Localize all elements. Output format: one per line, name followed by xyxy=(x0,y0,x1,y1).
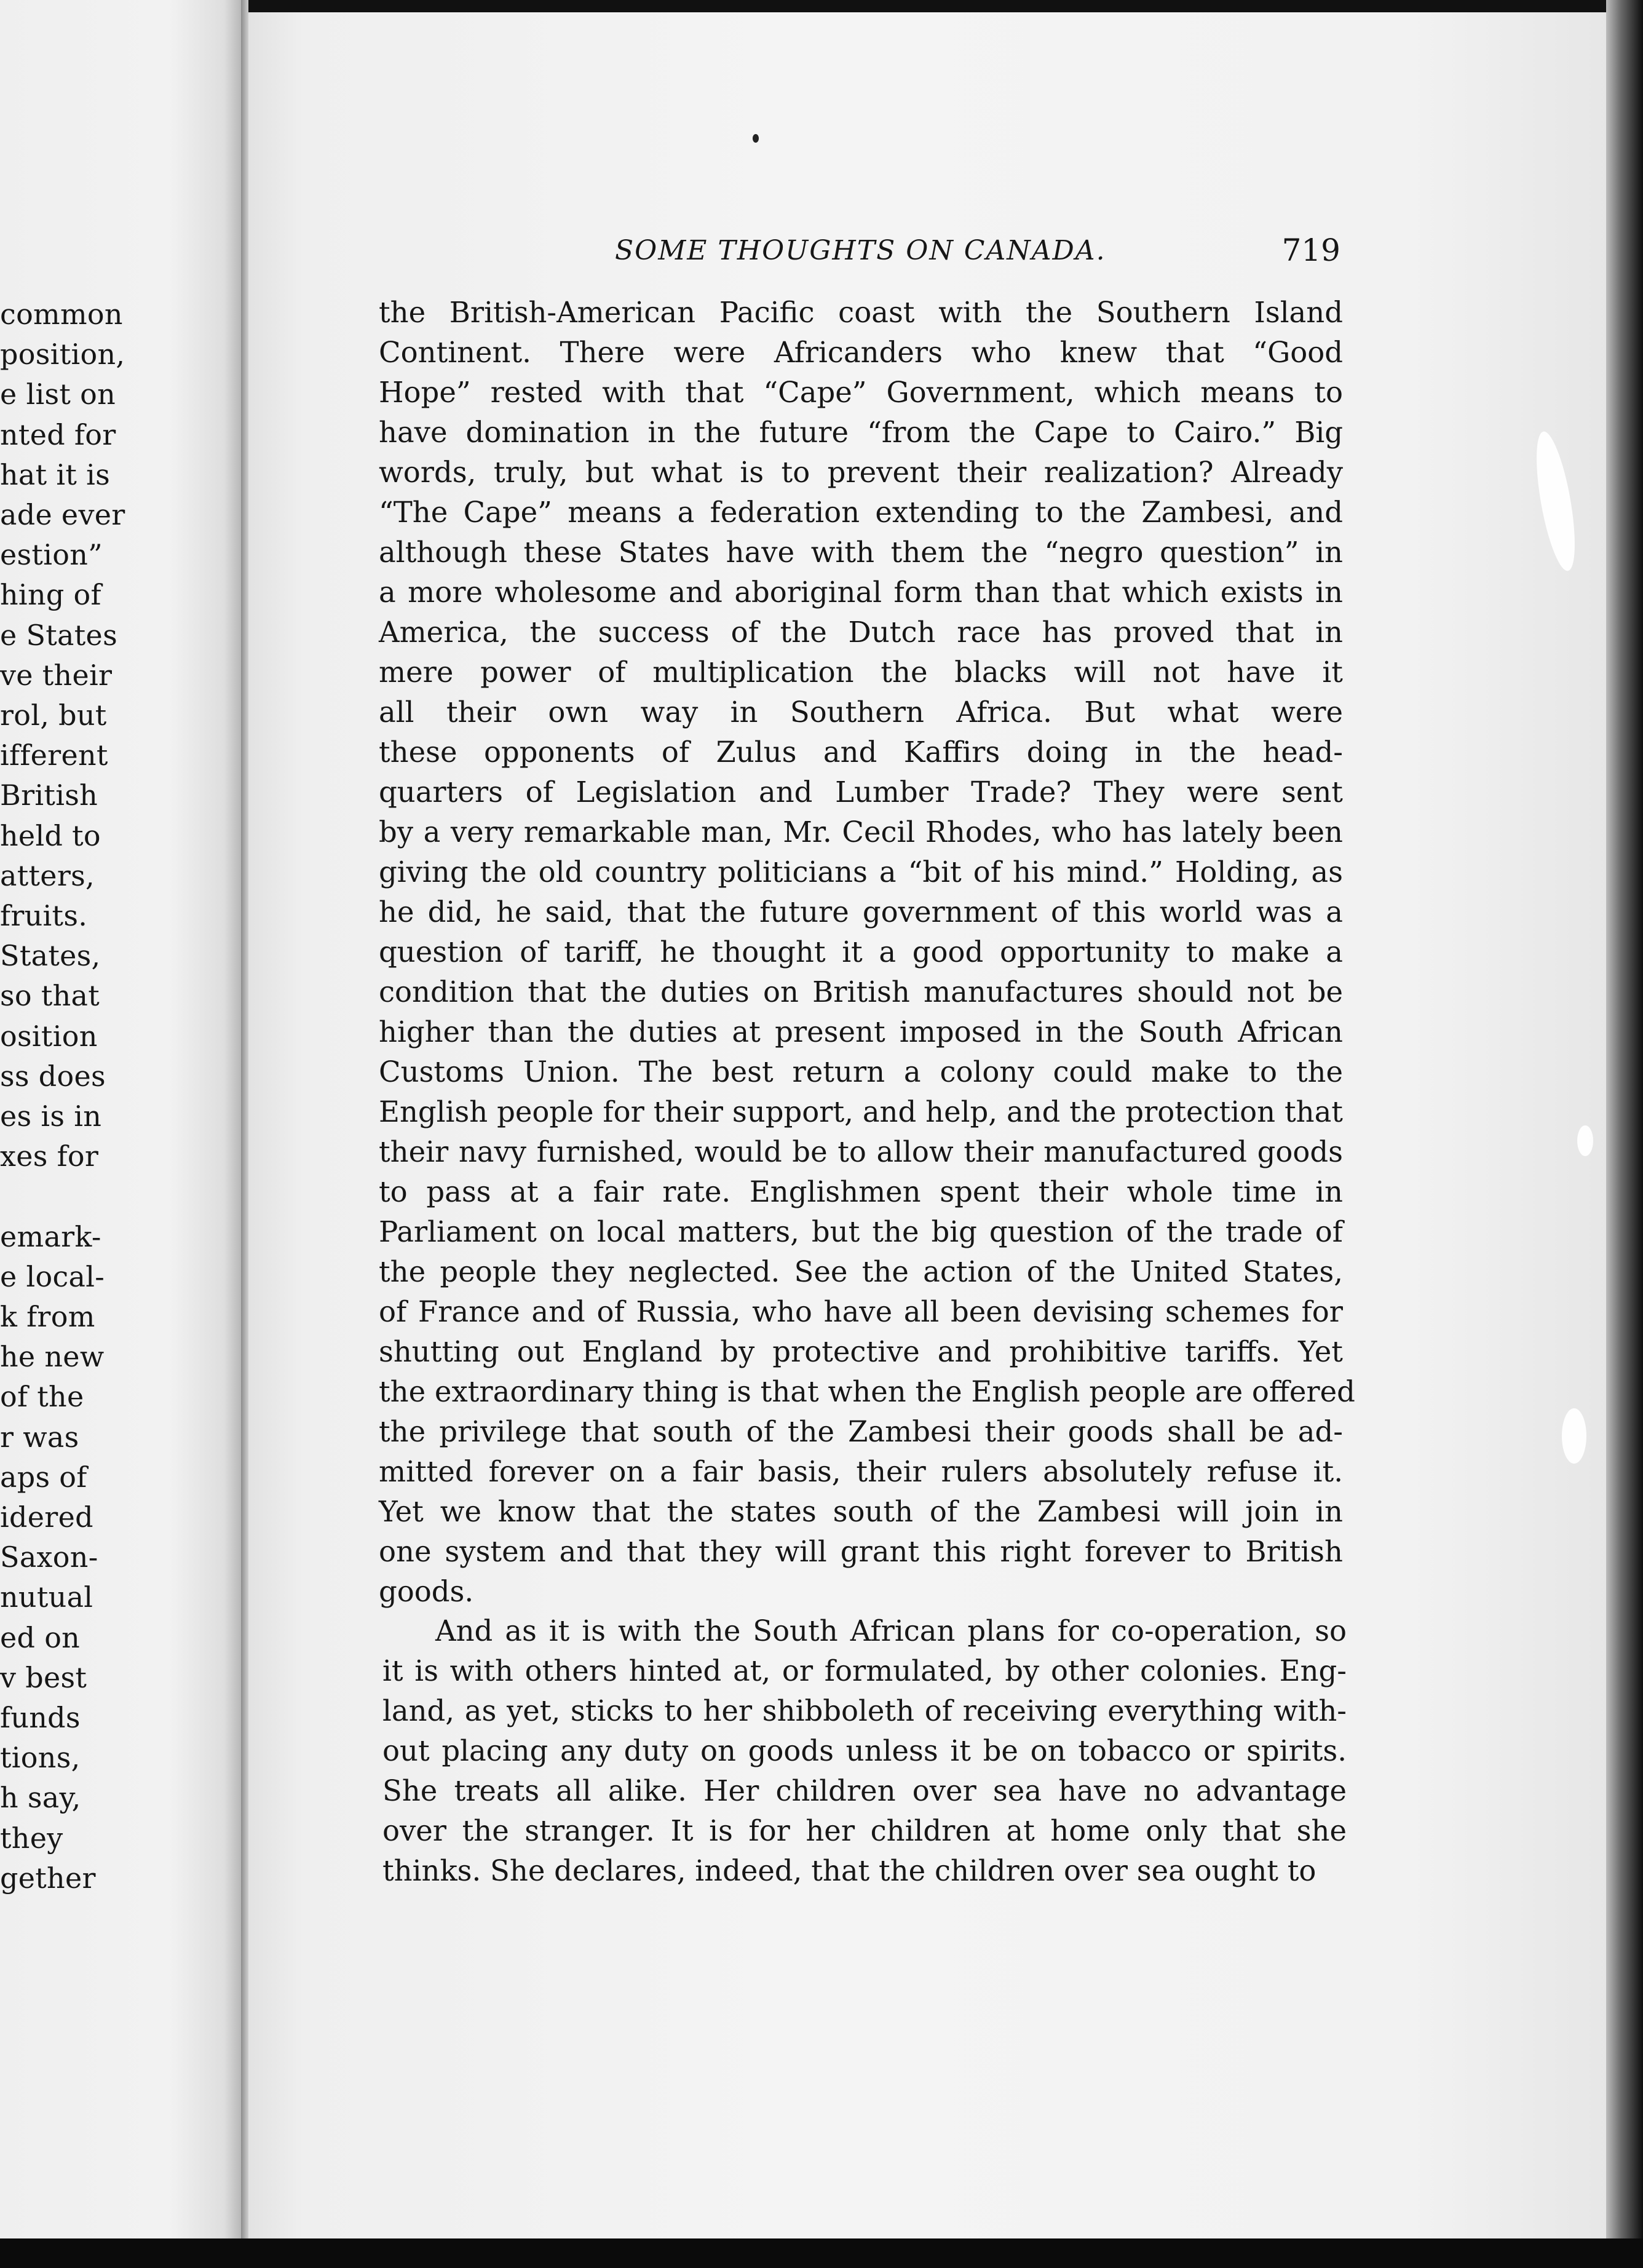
text-line: one system and that they will grant this right forever to British xyxy=(379,1535,1343,1568)
text-line: the privilege that south of the Zambesi their goods shall be ad- xyxy=(379,1415,1343,1448)
left-page-fragment: funds xyxy=(0,1701,81,1734)
left-page-fragment: estion” xyxy=(0,538,103,572)
text-line: to pass at a fair rate. Englishmen spent their whole time in xyxy=(379,1175,1343,1208)
text-line: shutting out England by protective and prohibitive tariffs. Yet xyxy=(379,1335,1343,1368)
left-page-fragment: States, xyxy=(0,939,101,973)
text-line: the people they neglected. See the action of the United States, xyxy=(379,1255,1343,1288)
text-line: by a very remarkable man, Mr. Cecil Rhodes, who has lately been xyxy=(379,815,1343,849)
text-line: condition that the duties on British manufactures should not be xyxy=(379,975,1343,1009)
text-line: Parliament on local matters, but the big question of the trade of xyxy=(379,1215,1343,1248)
text-line: goods. xyxy=(379,1575,474,1608)
text-line: Continent. There were Africanders who knew that “Good xyxy=(379,336,1343,369)
text-line: he did, he said, that the future government of this world was a xyxy=(379,895,1343,929)
left-page-fragment: r was xyxy=(0,1420,79,1454)
text-line: She treats all alike. Her children over sea have no advantage xyxy=(382,1774,1347,1807)
left-page-fragment: ve their xyxy=(0,658,113,692)
left-page-fragment: rol, but xyxy=(0,699,107,732)
left-page-fragment: hat it is xyxy=(0,458,110,491)
text-line: out placing any duty on goods unless it be on tobacco or spirits. xyxy=(382,1734,1347,1767)
left-page-fragment: tions, xyxy=(0,1741,81,1775)
text-line: the British-American Pacific coast with the Southern Island xyxy=(379,296,1343,329)
text-line: higher than the duties at present imposed in the South African xyxy=(379,1015,1343,1049)
left-page-fragment: position, xyxy=(0,338,125,371)
left-page-fragment: ifferent xyxy=(0,739,108,772)
left-page-fragment: so that xyxy=(0,979,100,1013)
scan-bottom-border xyxy=(0,2238,1643,2268)
left-page-fragment: k from xyxy=(0,1300,95,1333)
left-page-fragment: ss does xyxy=(0,1059,106,1093)
left-page-fragment: osition xyxy=(0,1019,98,1053)
text-line: these opponents of Zulus and Kaffirs doing in the head- xyxy=(379,736,1343,769)
left-page-fragment: nutual xyxy=(0,1580,93,1614)
text-line: mitted forever on a fair basis, their rulers absolutely refuse it. xyxy=(379,1455,1343,1488)
text-line: the extraordinary thing is that when the English people are offered xyxy=(379,1375,1355,1408)
left-page-fragment: they xyxy=(0,1821,63,1855)
text-line: Hope” rested with that “Cape” Government, which means to xyxy=(379,376,1343,409)
text-line: Customs Union. The best return a colony could make to the xyxy=(379,1055,1343,1088)
text-line: over the stranger. It is for her children at home only that she xyxy=(382,1814,1347,1847)
text-line: of France and of Russia, who have all been devising schemes for xyxy=(379,1295,1343,1328)
left-page-fragment: hing of xyxy=(0,578,101,612)
text-line: English people for their support, and help, and the protection that xyxy=(379,1095,1343,1128)
left-page-fragment: xes for xyxy=(0,1140,99,1173)
text-line: giving the old country politicians a “bit of his mind.” Holding, as xyxy=(379,855,1343,889)
text-line: words, truly, but what is to prevent their realization? Already xyxy=(379,456,1343,489)
text-line: although these States have with them the “negro question” in xyxy=(379,536,1343,569)
page-number: 719 xyxy=(1281,232,1340,268)
left-page-fragment: e list on xyxy=(0,378,116,411)
left-page-fragment: aps of xyxy=(0,1460,87,1494)
left-page-fragment: fruits. xyxy=(0,899,88,932)
text-line: a more wholesome and aboriginal form than that which exists in xyxy=(379,576,1343,609)
text-line: all their own way in Southern Africa. But what were xyxy=(379,696,1343,729)
left-page-fragment: ade ever xyxy=(0,498,125,531)
text-line: their navy furnished, would be to allow their manufactured goods xyxy=(379,1135,1343,1168)
left-page-fragment: idered xyxy=(0,1501,93,1534)
text-line: America, the success of the Dutch race has proved that in xyxy=(379,616,1343,649)
text-line: land, as yet, sticks to her shibboleth of receiving everything with- xyxy=(382,1694,1347,1727)
running-head: SOME THOUGHTS ON CANADA. xyxy=(615,235,1106,266)
left-page-fragment: of the xyxy=(0,1380,84,1414)
page-edge-shadow xyxy=(1606,0,1643,2268)
left-page-fragment: nted for xyxy=(0,418,116,451)
text-line: thinks. She declares, indeed, that the children over sea ought to xyxy=(382,1854,1316,1887)
left-page-fragment xyxy=(0,1176,241,1216)
left-page-fragment: h say, xyxy=(0,1781,81,1815)
text-line: Yet we know that the states south of the Zambesi will join in xyxy=(379,1495,1343,1528)
paragraph-2 xyxy=(382,1611,1347,1891)
ink-speck xyxy=(753,134,759,143)
left-page-fragment: held to xyxy=(0,819,101,852)
text-line: question of tariff, he thought it a good opportunity to make a xyxy=(379,935,1343,969)
left-page-fragment: gether xyxy=(0,1861,96,1895)
left-page-fragment: he new xyxy=(0,1340,105,1374)
left-page-fragment: emark- xyxy=(0,1219,101,1253)
paper-scuff-mark xyxy=(1577,1125,1593,1156)
text-line: “The Cape” means a federation extending to the Zambesi, and xyxy=(379,496,1343,529)
left-facing-page xyxy=(0,0,241,2268)
left-page-fragment: e States xyxy=(0,618,117,652)
text-line: it is with others hinted at, or formulated, by other colonies. Eng- xyxy=(382,1654,1347,1687)
text-line: quarters of Legislation and Lumber Trade? They were sent xyxy=(379,775,1343,809)
paper-scuff-mark xyxy=(1562,1408,1586,1464)
left-page-fragment: ed on xyxy=(0,1620,81,1654)
paragraph-1 xyxy=(379,293,1355,1612)
left-page-fragment: common xyxy=(0,298,123,331)
text-line: have domination in the future “from the Cape to Cairo.” Big xyxy=(379,416,1343,449)
left-page-fragment: atters, xyxy=(0,858,95,892)
left-page-fragment: es is in xyxy=(0,1100,102,1133)
left-page-fragment: v best xyxy=(0,1660,87,1694)
left-page-fragment: British xyxy=(0,779,98,812)
text-line: And as it is with the South African plans for co-operation, so xyxy=(435,1614,1347,1647)
text-line: mere power of multiplication the blacks will not have it xyxy=(379,656,1343,689)
left-page-fragment: e local- xyxy=(0,1259,105,1293)
left-page-fragment: Saxon- xyxy=(0,1540,98,1574)
